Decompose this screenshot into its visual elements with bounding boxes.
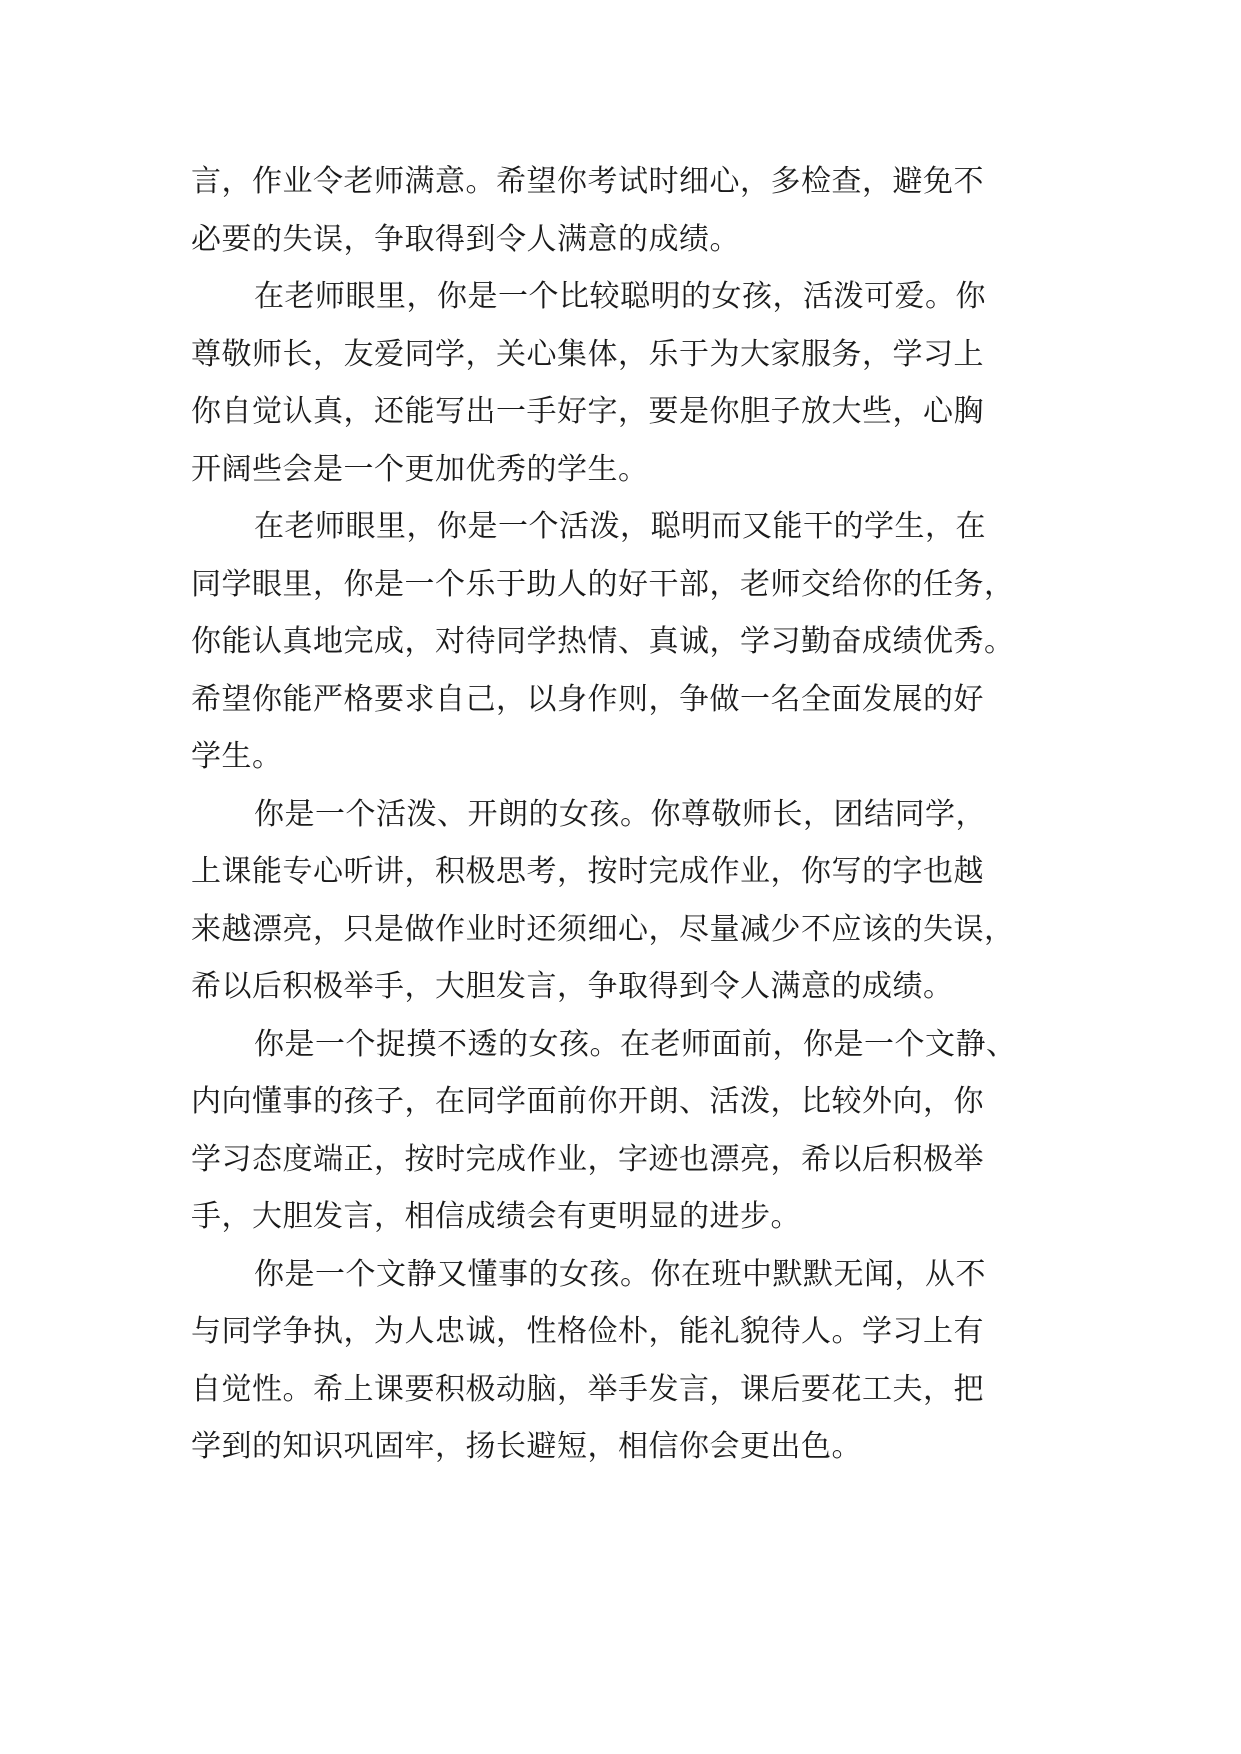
text-line: 在老师眼里，你是一个活泼，聪明而又能干的学生，在 [254,509,986,544]
text-line: 你自觉认真，还能写出一手好字，要是你胆子放大些，心胸 [191,394,984,429]
paragraph-3 [191,498,1051,786]
paragraph-5 [191,1016,1051,1246]
text-line: 你是一个文静又懂事的女孩。你在班中默默无闻，从不 [254,1256,986,1292]
text-line: 自觉性。希上课要积极动脑，举手发言，课后要花工夫，把 [191,1371,984,1407]
text-line: 在老师眼里，你是一个比较聪明的女孩，活泼可爱。你 [254,279,986,314]
paragraph-6 [191,1246,1051,1476]
text-line: 你是一个捉摸不透的女孩。在老师面前，你是一个文静、 [254,1026,1017,1062]
text-line: 学生。 [191,739,283,774]
paragraph-4 [191,786,1051,1016]
text-line: 学习态度端正，按时完成作业，字迹也漂亮，希以后积极举 [191,1141,984,1177]
text-line: 上课能专心听讲，积极思考，按时完成作业，你写的字也越 [191,854,984,889]
text-line: 必要的失误，争取得到令人满意的成绩。 [191,221,740,257]
text-line: 手，大胆发言，相信成绩会有更明显的进步。 [191,1199,801,1234]
paragraph-1 [191,153,1051,268]
document-body [191,153,1051,1476]
text-line: 内向懂事的孩子，在同学面前你开朗、活泼，比较外向，你 [191,1084,984,1119]
text-line: 学到的知识巩固牢，扬长避短，相信你会更出色。 [191,1429,862,1464]
text-line: 你能认真地完成，对待同学热情、真诚，学习勤奋成绩优秀。 [191,624,1015,659]
text-line: 希以后积极举手，大胆发言，争取得到令人满意的成绩。 [191,969,954,1004]
text-line: 与同学争执，为人忠诚，性格俭朴，能礼貌待人。学习上有 [191,1314,984,1349]
text-line: 同学眼里，你是一个乐于助人的好干部，老师交给你的任务， [191,566,1015,602]
text-line: 来越漂亮，只是做作业时还须细心，尽量减少不应该的失误， [191,911,1015,947]
text-line: 言，作业令老师满意。希望你考试时细心，多检查，避免不 [191,164,984,199]
text-line: 尊敬师长，友爱同学，关心集体，乐于为大家服务，学习上 [191,336,984,372]
text-line: 你是一个活泼、开朗的女孩。你尊敬师长，团结同学， [254,796,986,832]
text-line: 希望你能严格要求自己，以身作则，争做一名全面发展的好 [191,681,984,717]
text-line: 开阔些会是一个更加优秀的学生。 [191,451,649,487]
paragraph-2 [191,268,1051,498]
